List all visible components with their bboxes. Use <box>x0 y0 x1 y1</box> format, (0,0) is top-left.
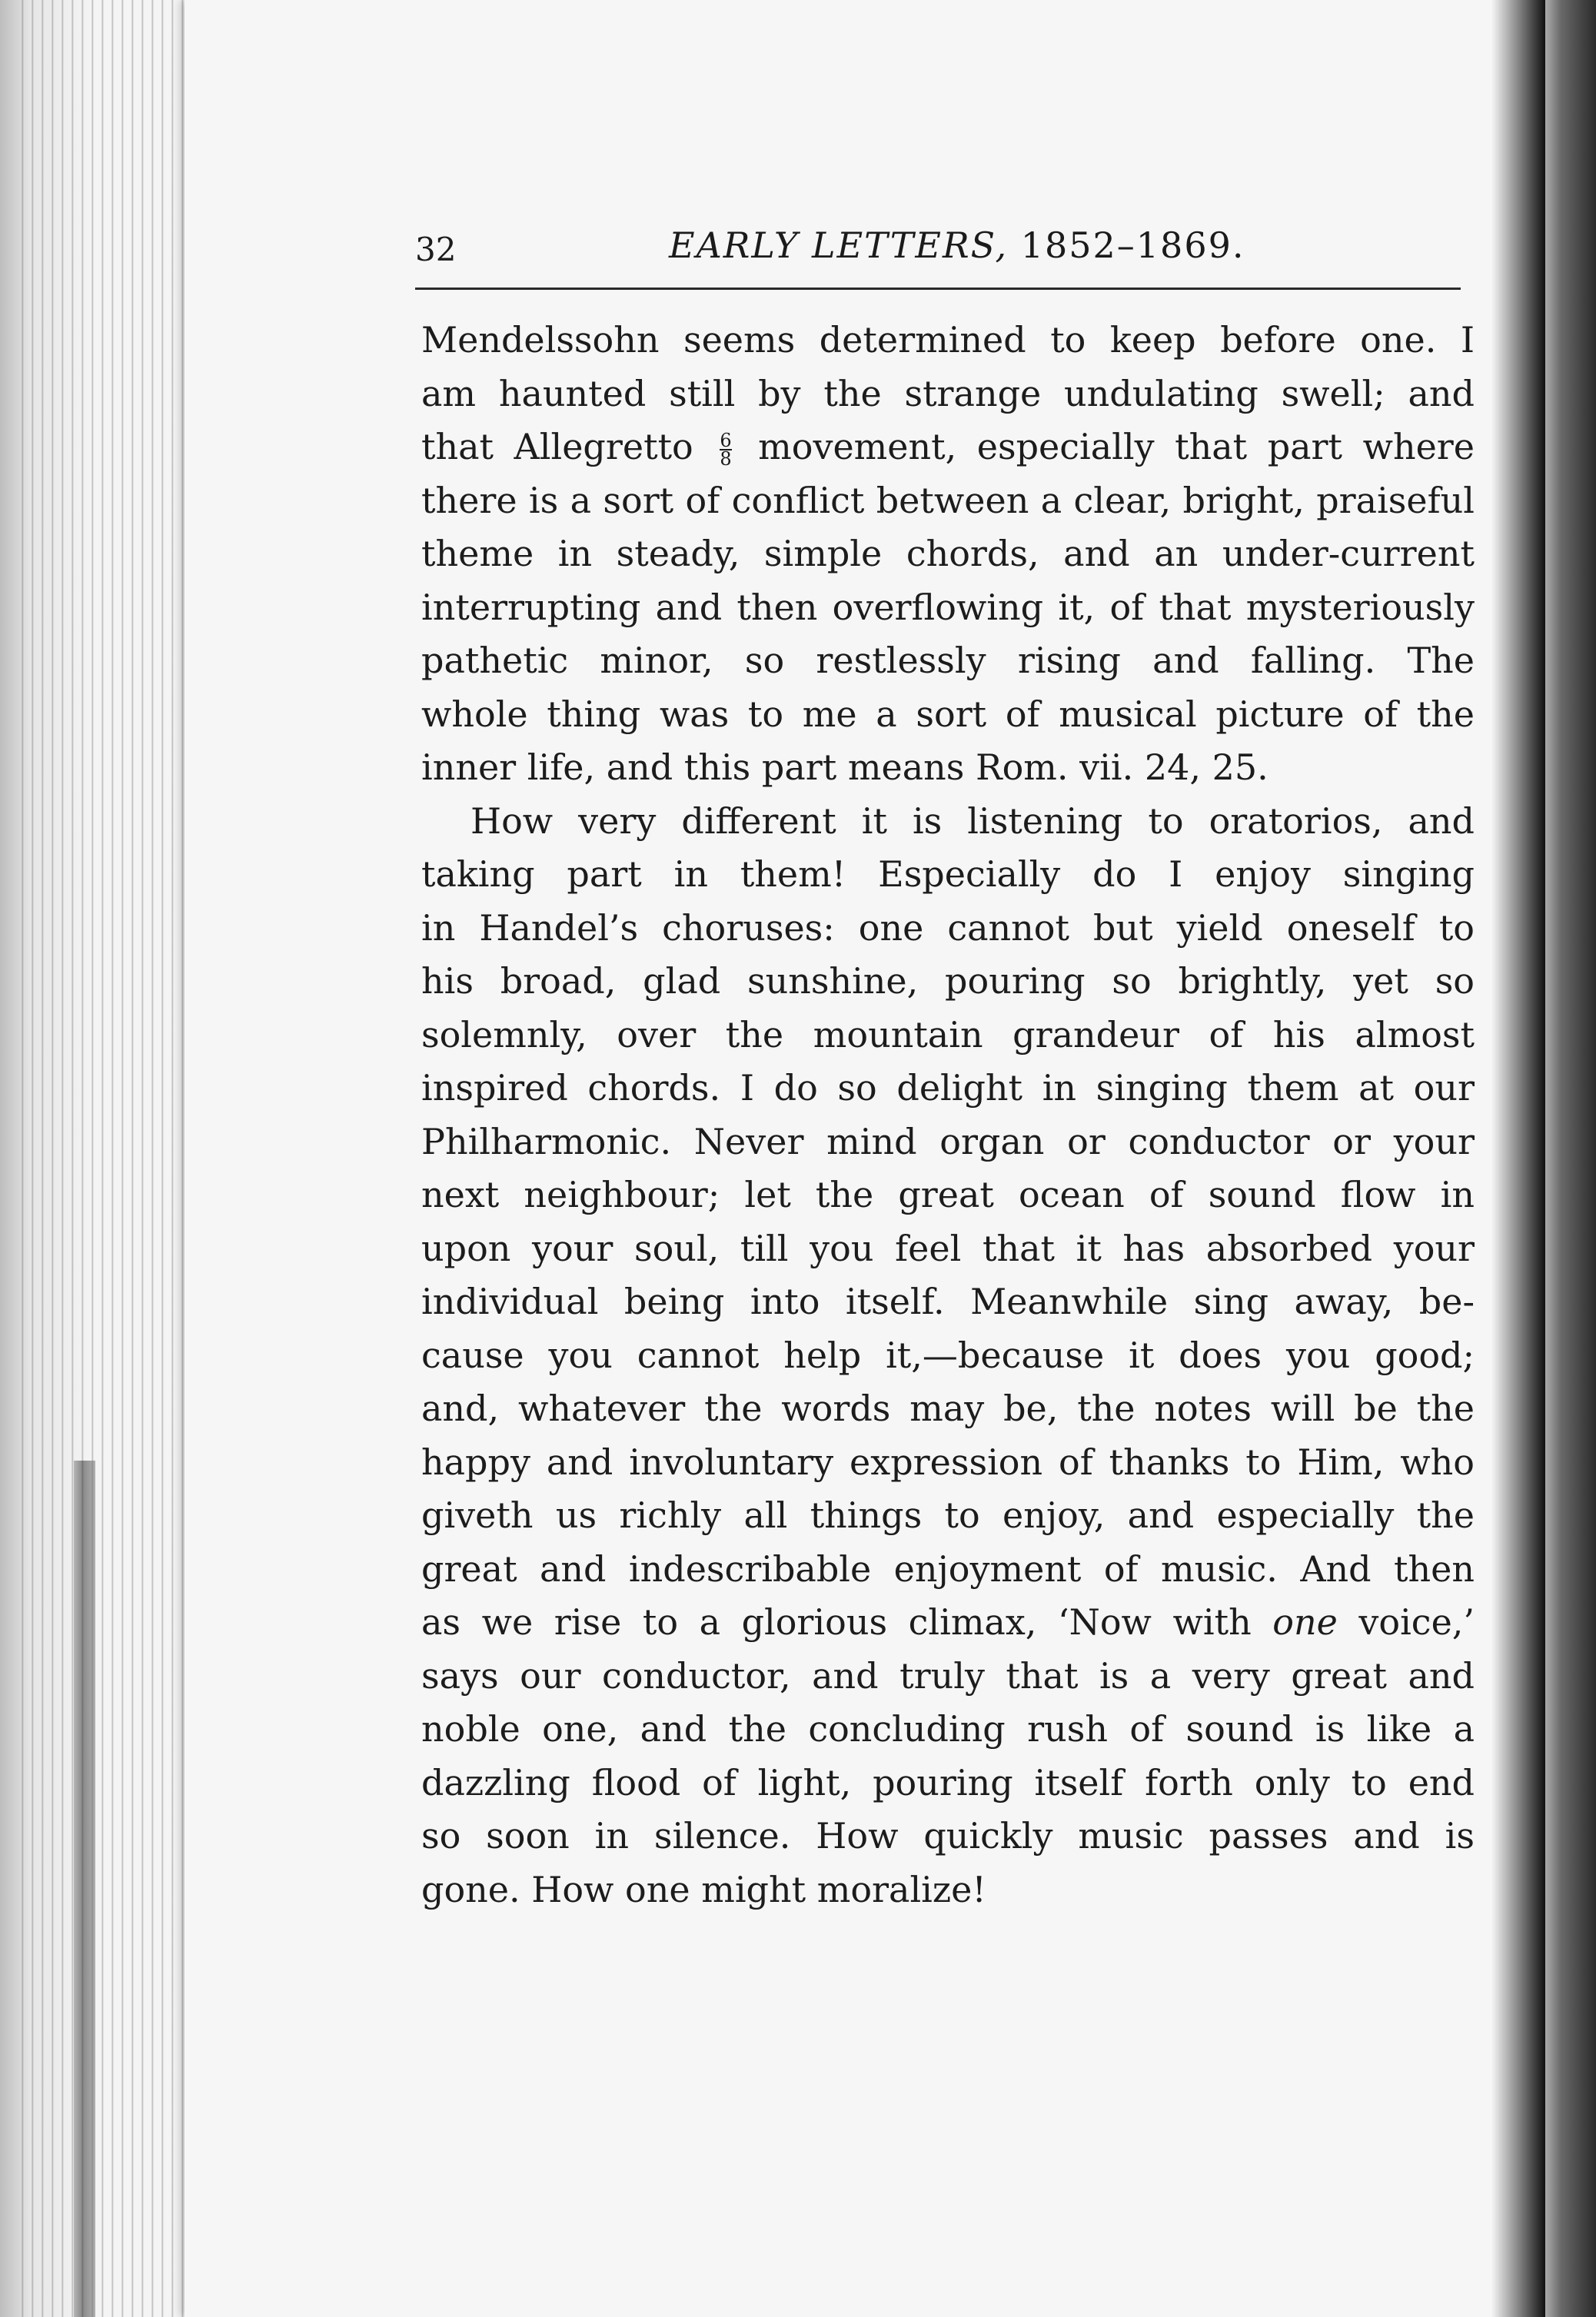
text-line: happy and involuntary expression of thanks to Him, who <box>421 1441 1475 1483</box>
text-line: his broad, glad sunshine, pouring so brightly, yet so <box>421 960 1475 1002</box>
body-text <box>421 314 1475 1916</box>
text-line: gone. How one might moralize! <box>421 1868 986 1910</box>
text-line: inspired chords. I do so delight in singing them at our <box>421 1067 1475 1109</box>
text-line: solemnly, over the mountain grandeur of his almost <box>421 1013 1475 1055</box>
text-line: upon your soul, till you feel that it has absorbed your <box>421 1227 1475 1269</box>
text-line: there is a sort of conflict between a clear, bright, praiseful <box>421 479 1475 521</box>
text-line: theme in steady, simple chords, and an under-current <box>421 533 1475 574</box>
gutter-shadow <box>1491 0 1545 2317</box>
running-title-years: 1852–1869. <box>1008 224 1245 266</box>
text-line: giveth us richly all things to enjoy, and especially the <box>421 1494 1475 1536</box>
text-line: and, whatever the words may be, the notes will be the <box>421 1388 1475 1429</box>
time-signature-fraction <box>720 430 732 470</box>
text-line: noble one, and the concluding rush of sound is like a <box>421 1708 1475 1750</box>
italic-word: one <box>1272 1601 1338 1643</box>
running-head <box>415 224 1461 286</box>
binding-shadow <box>74 1461 95 2317</box>
text-line: How very different it is listening to oratorios, and <box>470 799 1475 842</box>
text-line: am haunted still by the strange undulating swell; and <box>421 372 1475 414</box>
text-fragment: movement, especially that part where <box>758 426 1475 467</box>
text-line: Mendelssohn seems determined to keep before one. I <box>421 319 1475 361</box>
text-line-with-fraction <box>421 421 1475 474</box>
text-line: dazzling flood of light, pouring itself forth only to end <box>421 1761 1475 1803</box>
text-fragment: voice,’ <box>1358 1601 1475 1643</box>
text-line: taking part in them! Especially do I enjoy singing <box>421 853 1475 895</box>
text-line: Philharmonic. Never mind organ or conductor or your <box>421 1120 1475 1162</box>
text-line: pathetic minor, so restlessly rising and falling. The <box>421 640 1475 681</box>
text-fragment: that Allegretto <box>421 426 693 467</box>
fraction-numerator: 6 <box>720 430 732 451</box>
fraction-denominator: 8 <box>720 448 732 470</box>
header-rule <box>415 288 1461 290</box>
text-line: cause you cannot help it,—because it does you good; <box>421 1334 1475 1376</box>
running-title <box>669 224 1245 266</box>
text-line: interrupting and then overflowing it, of that mysteriously <box>421 586 1475 628</box>
text-line-with-italic <box>421 1596 1475 1650</box>
text-line: whole thing was to me a sort of musical picture of the <box>421 693 1475 735</box>
text-line: so soon in silence. How quickly music passes and is <box>421 1815 1475 1857</box>
running-title-italic: EARLY LETTERS, <box>669 224 1009 266</box>
text-line: says our conductor, and truly that is a very great and <box>421 1654 1475 1697</box>
text-fragment: as we rise to a glorious climax, ‘Now with <box>421 1601 1252 1643</box>
text-line: great and indescribable enjoyment of music. And then <box>421 1547 1475 1590</box>
text-line: in Handel’s choruses: one cannot but yield oneself to <box>421 906 1475 949</box>
text-line: inner life, and this part means Rom. vii. 24, 25. <box>421 746 1268 788</box>
page-number: 32 <box>415 231 457 268</box>
text-line: individual being into itself. Meanwhile sing away, be- <box>421 1281 1475 1322</box>
text-line: next neighbour; let the great ocean of sound flow in <box>421 1174 1475 1215</box>
